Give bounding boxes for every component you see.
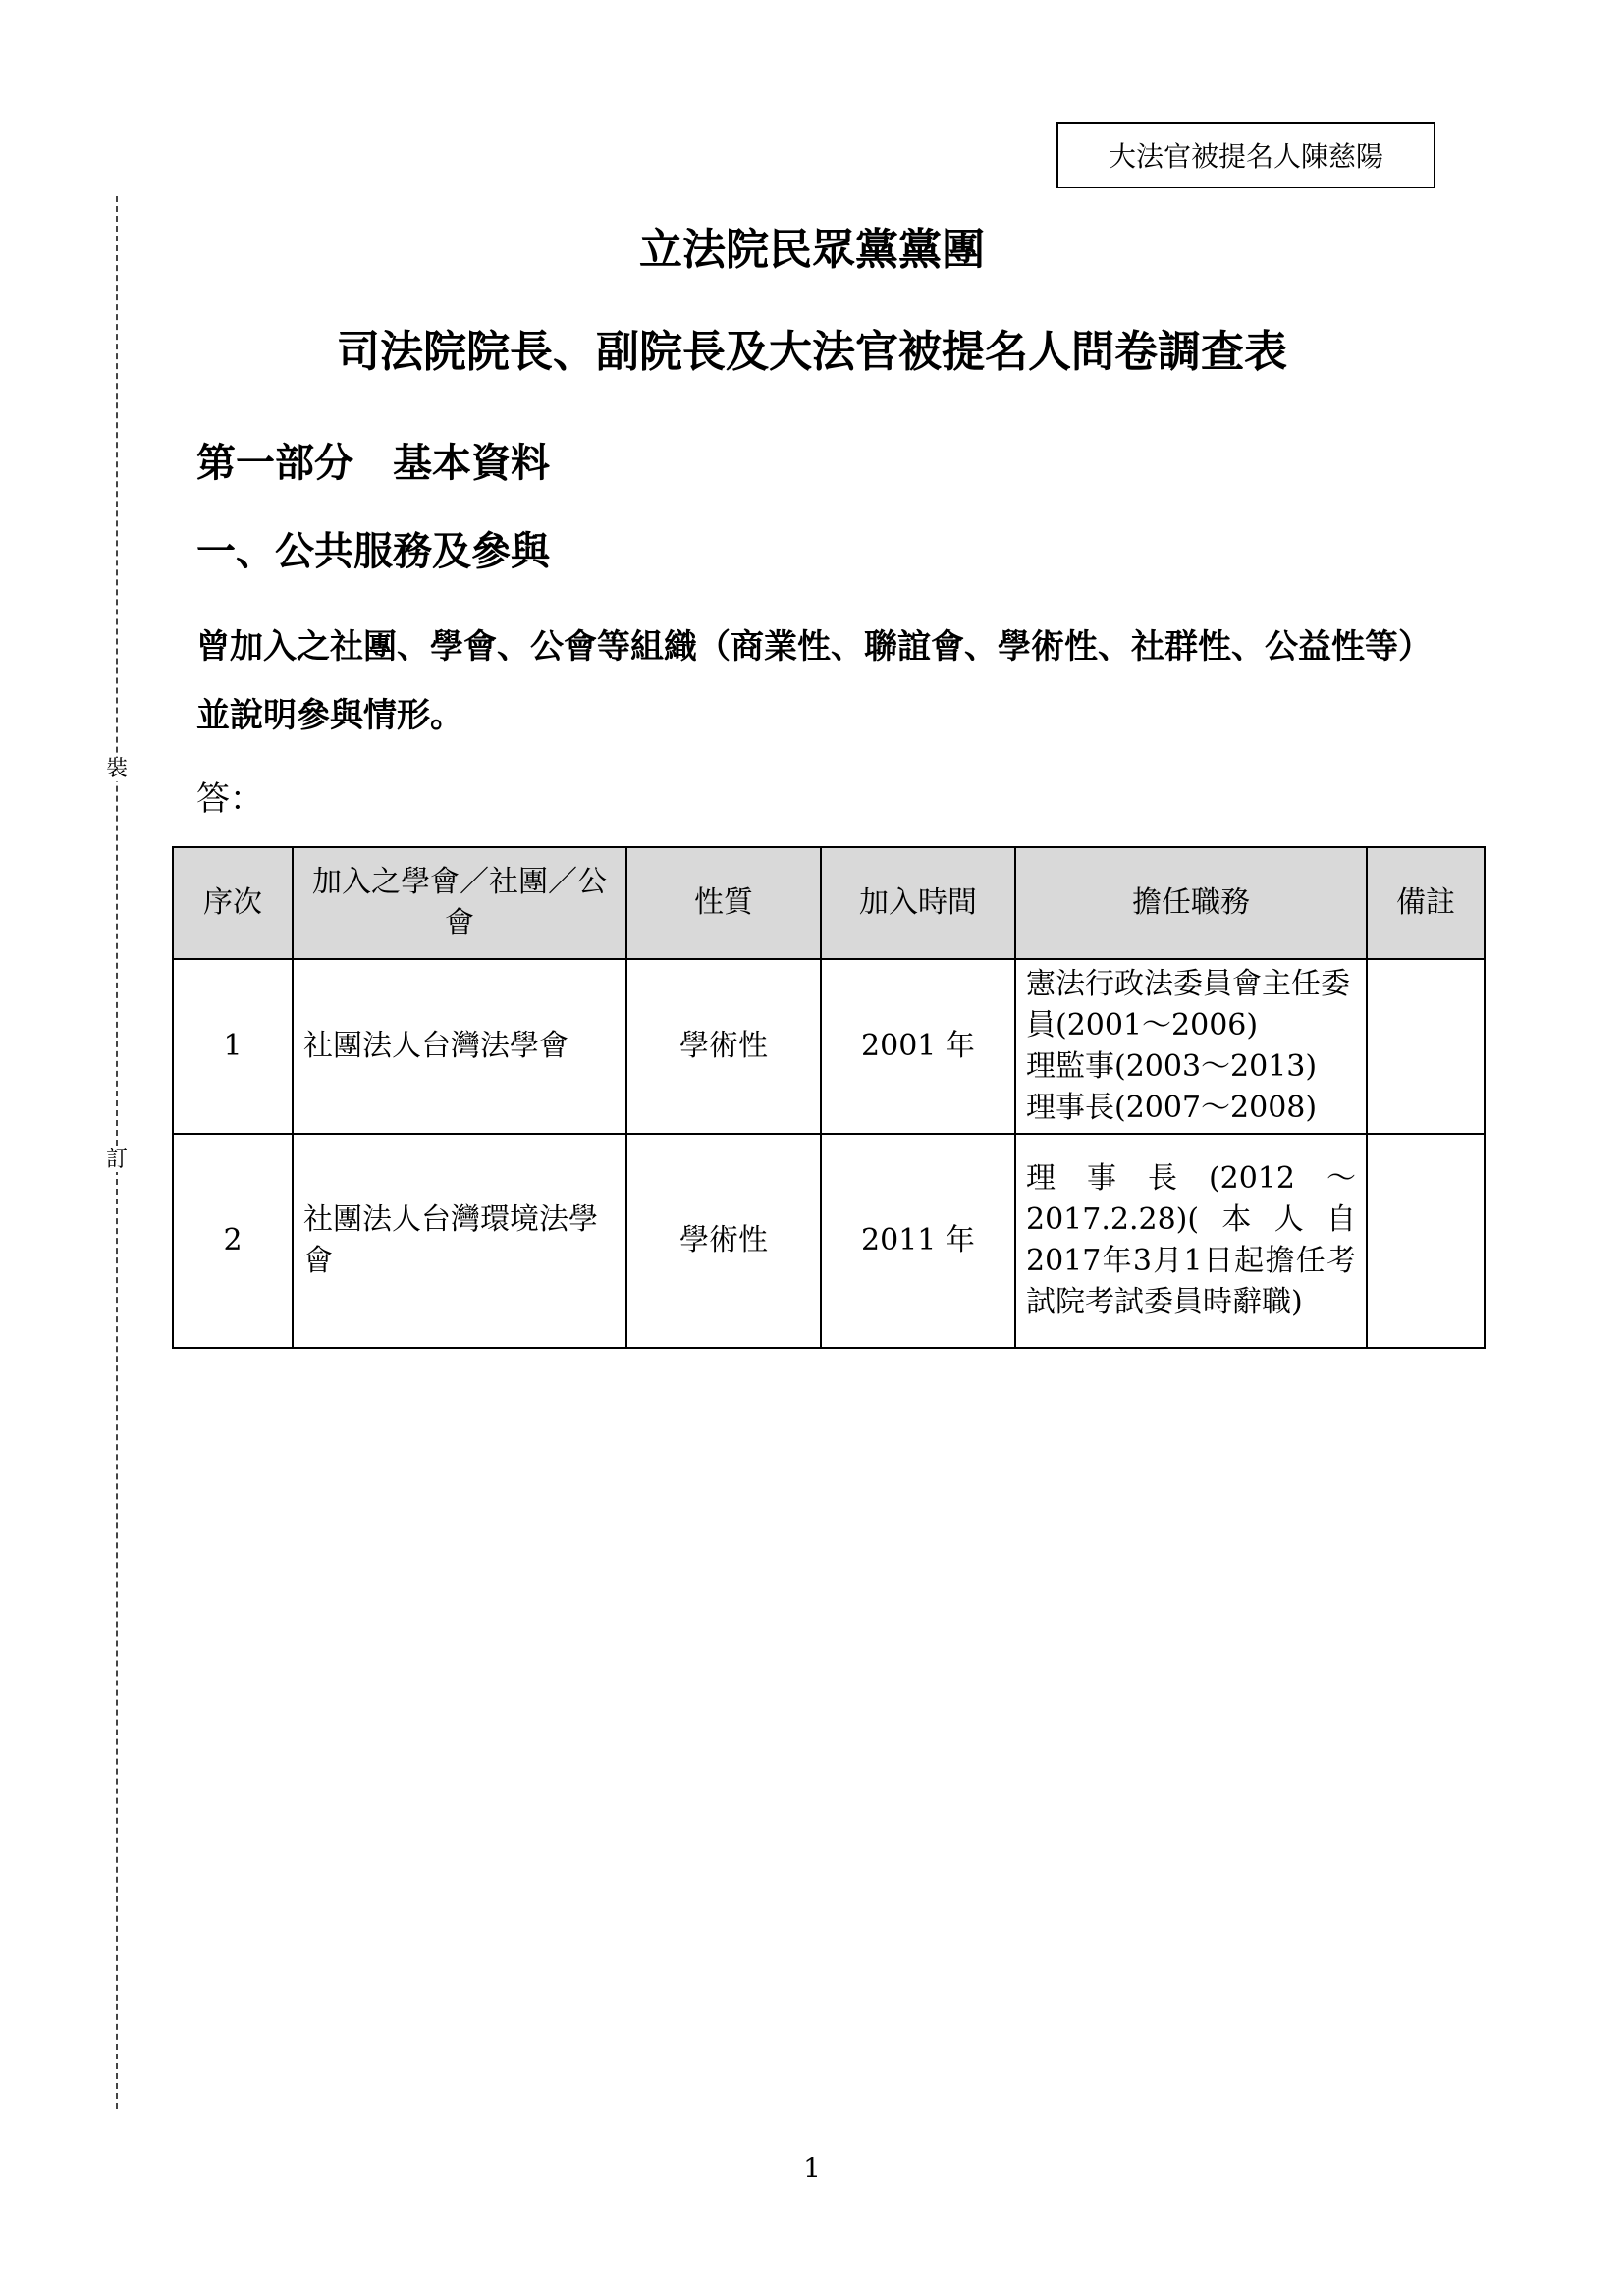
binding-mark-bottom: 訂 [102,1148,132,1172]
header-sequence: 序次 [173,847,293,959]
cell-organization: 社團法人台灣環境法學會 [293,1134,626,1348]
header-position: 擔任職務 [1015,847,1367,959]
page-number: 1 [803,2152,821,2184]
document-subtitle: 司法院院長、副院長及大法官被提名人問卷調查表 [337,327,1287,377]
cell-position [1015,959,1367,1134]
binding-mark-top: 裝 [102,758,132,781]
position-line: 憲法行政法委員會主任委員(2001～2006) [1026,967,1350,1042]
question-text: 曾加入之社團、學會、公會等組織（商業性、聯誼會、學術性、社群性、公益性等）並說明參與情形。 [196,627,1432,735]
cell-remarks [1367,959,1485,1134]
cell-organization: 社團法人台灣法學會 [293,959,626,1134]
organization-table [172,846,1486,1349]
cell-sequence: 1 [173,959,293,1134]
answer-label: 答： [196,779,263,819]
cell-position: 理事長(2012～2017.2.28)(本人自2017年3月1日起擔任考試院考試委員時辭職) [1015,1134,1367,1348]
header-remarks: 備註 [1367,847,1485,959]
header-organization: 加入之學會／社團／公會 [293,847,626,959]
cell-nature: 學術性 [626,959,821,1134]
part-heading: 第一部分 基本資料 [196,440,550,486]
cell-join-time: 2001 年 [821,959,1015,1134]
position-line: 理事長(2007～2008) [1026,1091,1318,1125]
cell-remarks [1367,1134,1485,1348]
header-nature: 性質 [626,847,821,959]
cell-join-time: 2011 年 [821,1134,1015,1348]
table-row [173,1134,1485,1348]
table-row [173,959,1485,1134]
position-line: 理監事(2003～2013) [1026,1049,1318,1084]
cell-sequence: 2 [173,1134,293,1348]
document-title: 立法院民眾黨黨團 [639,225,985,275]
header-join-time: 加入時間 [821,847,1015,959]
nominee-label-box: 大法官被提名人陳慈陽 [1056,122,1435,188]
section-heading: 一、公共服務及參與 [196,528,550,574]
cell-nature: 學術性 [626,1134,821,1348]
table-header-row [173,847,1485,959]
